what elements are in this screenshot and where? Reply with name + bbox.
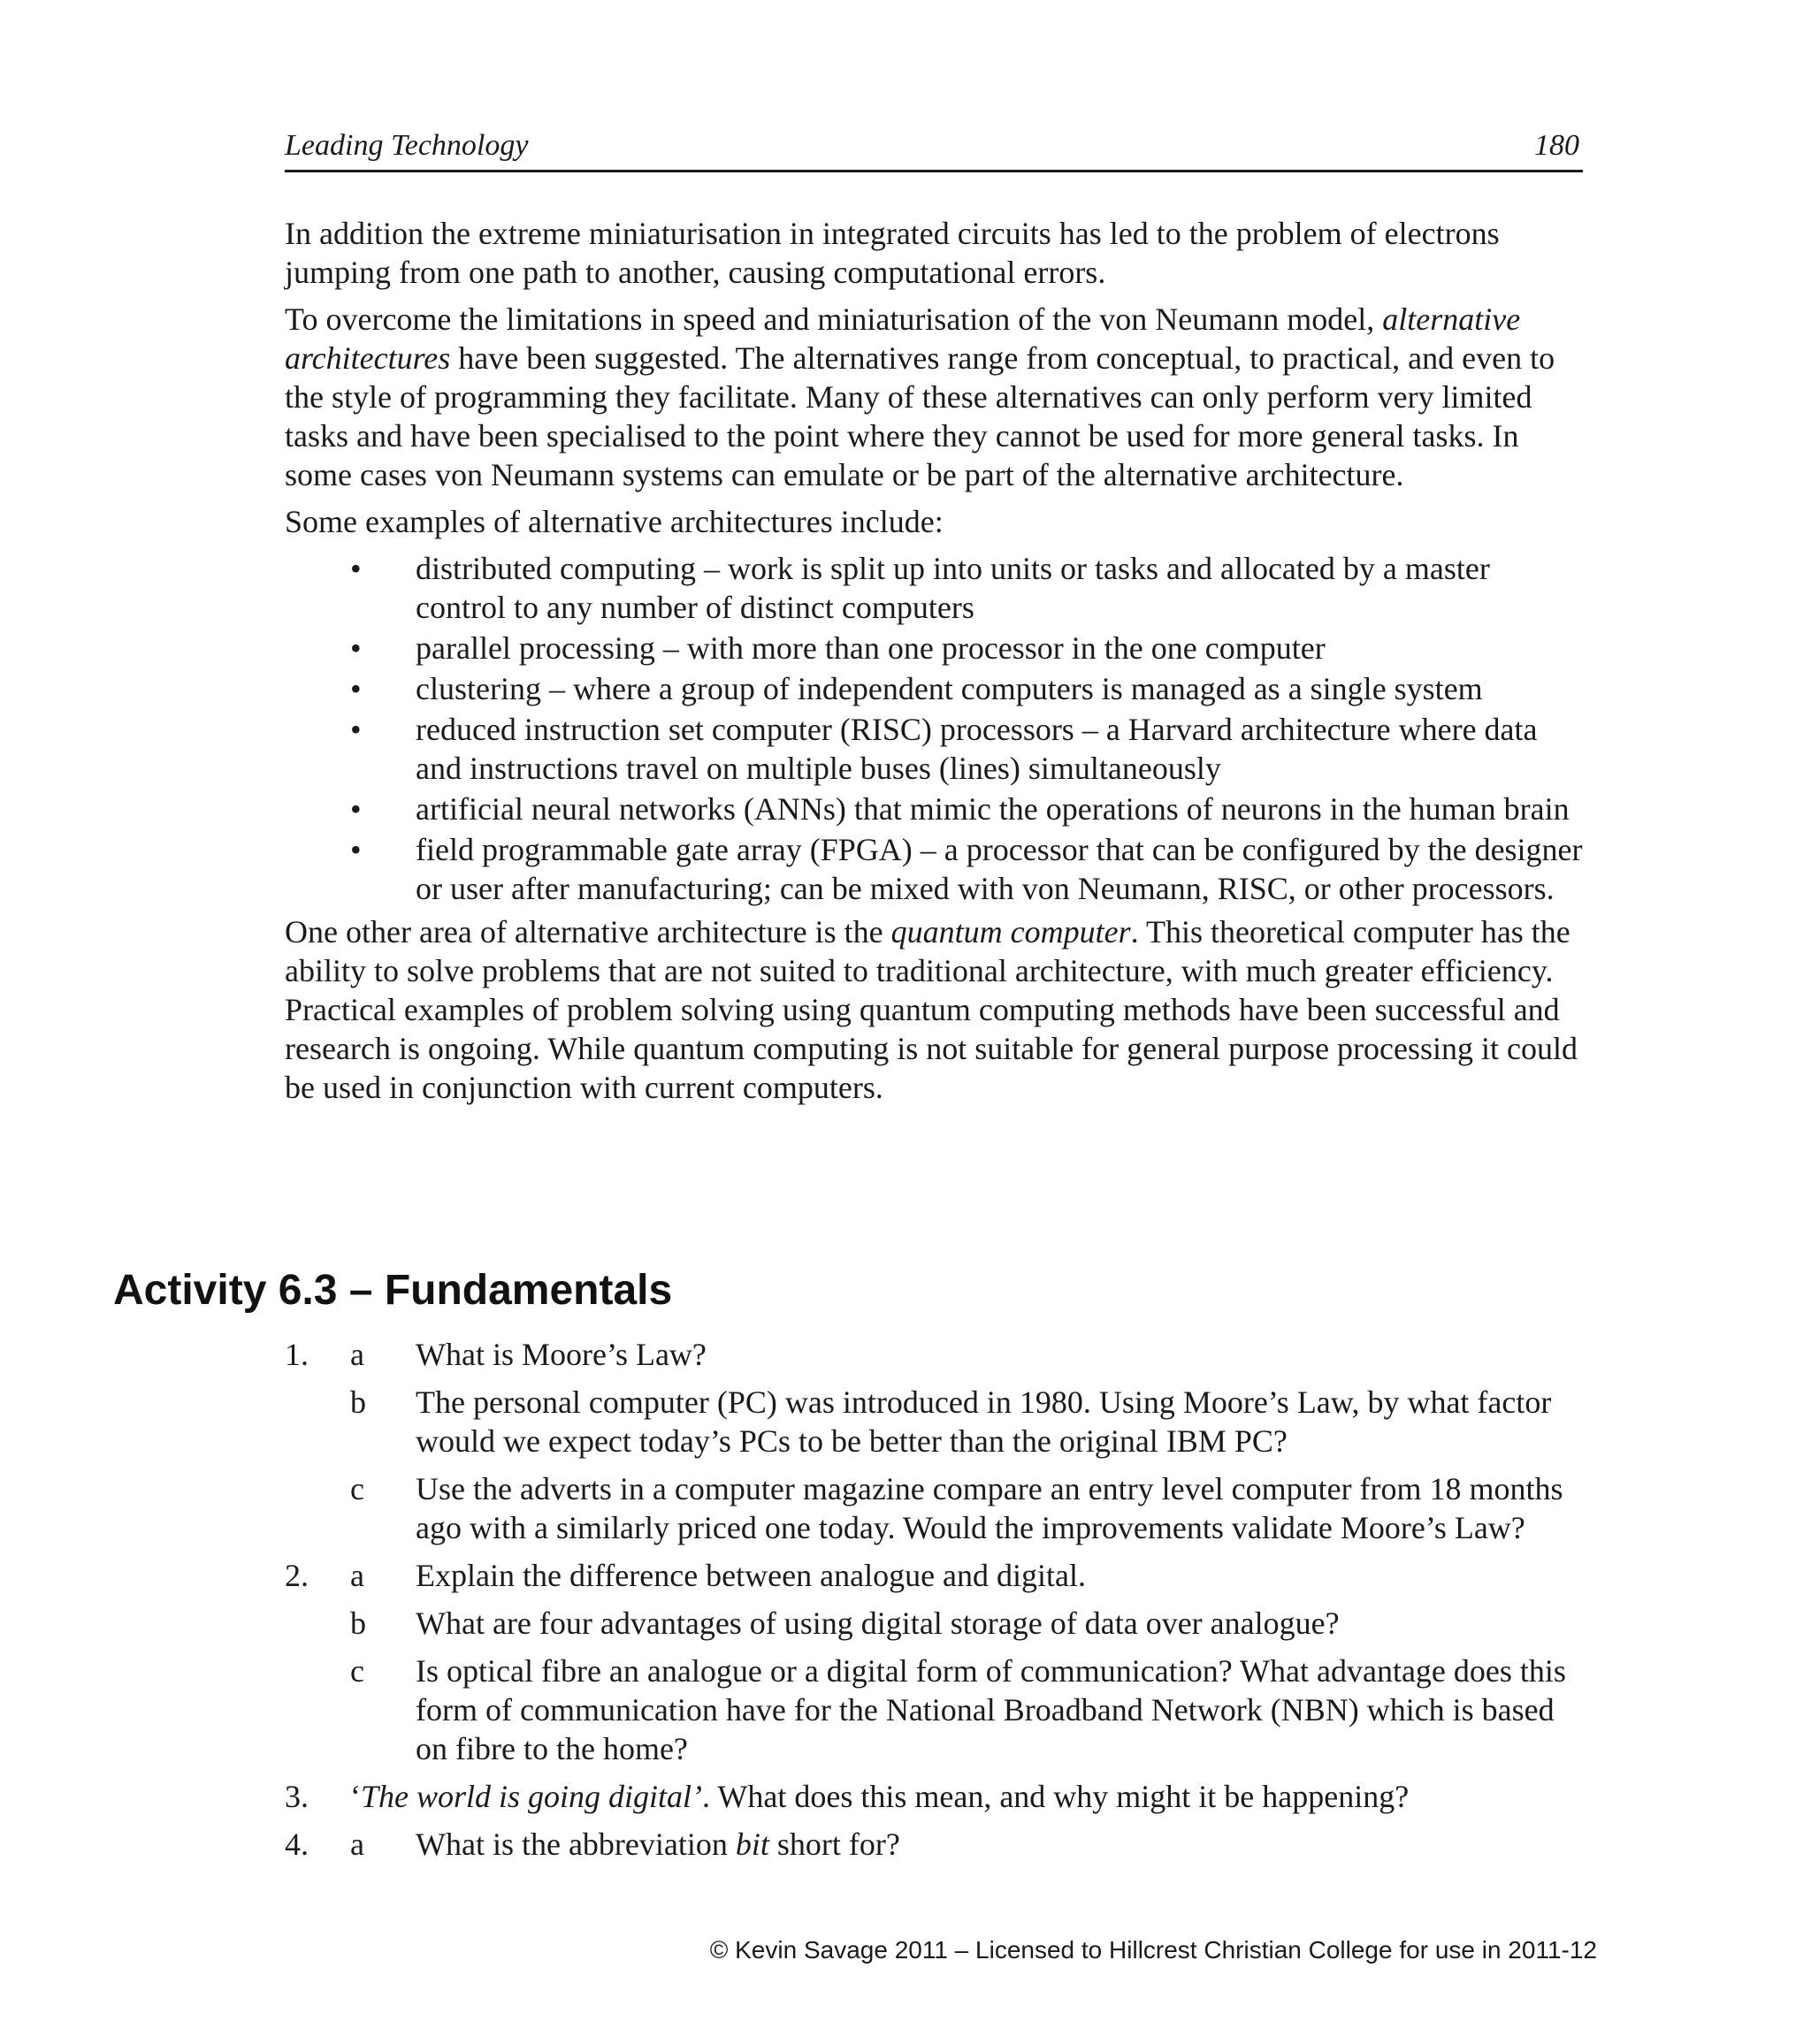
- activity-questions: [285, 1335, 1585, 1872]
- question-letter: b: [350, 1384, 366, 1420]
- question-number: 1.: [285, 1337, 309, 1372]
- paragraph-examples-intro: Some examples of alternative architectures include:: [285, 504, 944, 539]
- list-item: [285, 830, 1585, 908]
- italic-term: alternative architectures: [285, 301, 1521, 376]
- list-item: [285, 789, 1585, 828]
- question-italic-text: bit: [735, 1827, 769, 1862]
- paragraph-text: To overcome the limitations in speed and miniaturisation of the von Neumann model,: [285, 301, 1383, 337]
- italic-term: quantum computer: [890, 914, 1131, 950]
- bullet-icon: •: [350, 832, 362, 867]
- list-item: [285, 669, 1585, 708]
- question-letter: c: [350, 1653, 364, 1689]
- page-number: 180: [1534, 129, 1579, 162]
- bullet-icon: •: [350, 712, 362, 747]
- question-2: [285, 1556, 1585, 1768]
- question-text: Explain the difference between analogue and digital.: [416, 1558, 1087, 1593]
- bullet-icon: •: [350, 791, 362, 827]
- page-header: [285, 127, 1583, 172]
- open-quote: ‘: [350, 1779, 361, 1814]
- body-text: [285, 214, 1585, 1115]
- question-letter: c: [350, 1471, 364, 1506]
- question-text: Use the adverts in a computer magazine compare an entry level computer from 18 months ago with a similarly priced one today. Would the improvements validate Moore’s Law?: [416, 1471, 1563, 1545]
- question-1a: [285, 1335, 1585, 1374]
- paragraph-text: . This theoretical computer has the ability to solve problems that are not suited to traditional architecture, with much greater efficiency. Practical examples of problem solving using quantum computing methods have been successful and research is ongoing. While quantum computing is not suitable for general purpose processing it could be used in conjunction with current computers.: [285, 914, 1578, 1105]
- question-4: [285, 1825, 1585, 1864]
- header-title: Leading Technology: [285, 129, 529, 162]
- question-text: short for?: [768, 1827, 900, 1862]
- paragraph-miniaturisation: In addition the extreme miniaturisation in integrated circuits has led to the problem of electrons jumping from one path to another, causing computational errors.: [285, 216, 1500, 290]
- question-4a: [285, 1825, 1585, 1864]
- question-1c: [285, 1469, 1585, 1547]
- list-item-text: reduced instruction set computer (RISC) processors – a Harvard architecture where data and instructions travel on multiple buses (lines) simultaneously: [416, 712, 1538, 786]
- question-italic-text: The world is going digital’: [361, 1779, 703, 1814]
- question-1b: [285, 1383, 1585, 1461]
- architecture-list: [285, 549, 1585, 908]
- paragraph-text: One other area of alternative architecture is the: [285, 914, 891, 950]
- question-2a: [285, 1556, 1585, 1595]
- bullet-icon: •: [350, 671, 362, 706]
- list-item: [285, 710, 1585, 788]
- list-item-text: clustering – where a group of independent computers is managed as a single system: [416, 671, 1483, 706]
- question-2c: [285, 1651, 1585, 1768]
- bullet-icon: •: [350, 630, 362, 666]
- paragraph-quantum-computer: [285, 912, 1585, 1107]
- paragraph-text: have been suggested. The alternatives range from conceptual, to practical, and even to the style of programming they facilitate. Many of these alternatives can only perform very limited tasks and have been specialised to the point where they cannot be used for more general tasks. In some cases von Neumann systems can emulate or be part of the alternative architecture.: [285, 340, 1555, 492]
- question-number: 2.: [285, 1558, 309, 1593]
- question-text: . What does this mean, and why might it be happening?: [702, 1779, 1410, 1814]
- question-letter: b: [350, 1605, 366, 1641]
- question-text: The personal computer (PC) was introduced in 1980. Using Moore’s Law, by what factor would we expect today’s PCs to be better than the original IBM PC?: [416, 1384, 1552, 1459]
- question-text: What are four advantages of using digital storage of data over analogue?: [416, 1605, 1340, 1641]
- activity-heading: Activity 6.3 – Fundamentals: [113, 1267, 673, 1314]
- question-3-line: [285, 1777, 1585, 1816]
- question-letter: a: [350, 1827, 364, 1862]
- list-item: [285, 629, 1585, 667]
- paragraph-alternative-architectures: [285, 300, 1585, 494]
- bullet-icon: •: [350, 551, 362, 586]
- question-number: 3.: [285, 1779, 309, 1814]
- question-letter: a: [350, 1337, 364, 1372]
- question-text: What is the abbreviation: [416, 1827, 736, 1862]
- question-letter: a: [350, 1558, 364, 1593]
- copyright-footer: © Kevin Savage 2011 – Licensed to Hillcrest Christian College for use in 2011-12: [709, 1936, 1597, 1964]
- question-1: [285, 1335, 1585, 1547]
- list-item-text: field programmable gate array (FPGA) – a processor that can be configured by the designer or user after manufacturing; can be mixed with von Neumann, RISC, or other processors.: [416, 832, 1583, 906]
- list-item-text: artificial neural networks (ANNs) that mimic the operations of neurons in the human brain: [416, 791, 1570, 827]
- question-text: Is optical fibre an analogue or a digital form of communication? What advantage does this form of communication have for the National Broadband Network (NBN) which is based on fibre to the home?: [416, 1653, 1566, 1766]
- question-text: What is Moore’s Law?: [416, 1337, 707, 1372]
- question-3: [285, 1777, 1585, 1816]
- list-item-text: distributed computing – work is split up into units or tasks and allocated by a master control to any number of distinct computers: [416, 551, 1490, 625]
- question-2b: [285, 1604, 1585, 1643]
- question-number: 4.: [285, 1827, 309, 1862]
- list-item: [285, 549, 1585, 627]
- list-item-text: parallel processing – with more than one processor in the one computer: [416, 630, 1326, 666]
